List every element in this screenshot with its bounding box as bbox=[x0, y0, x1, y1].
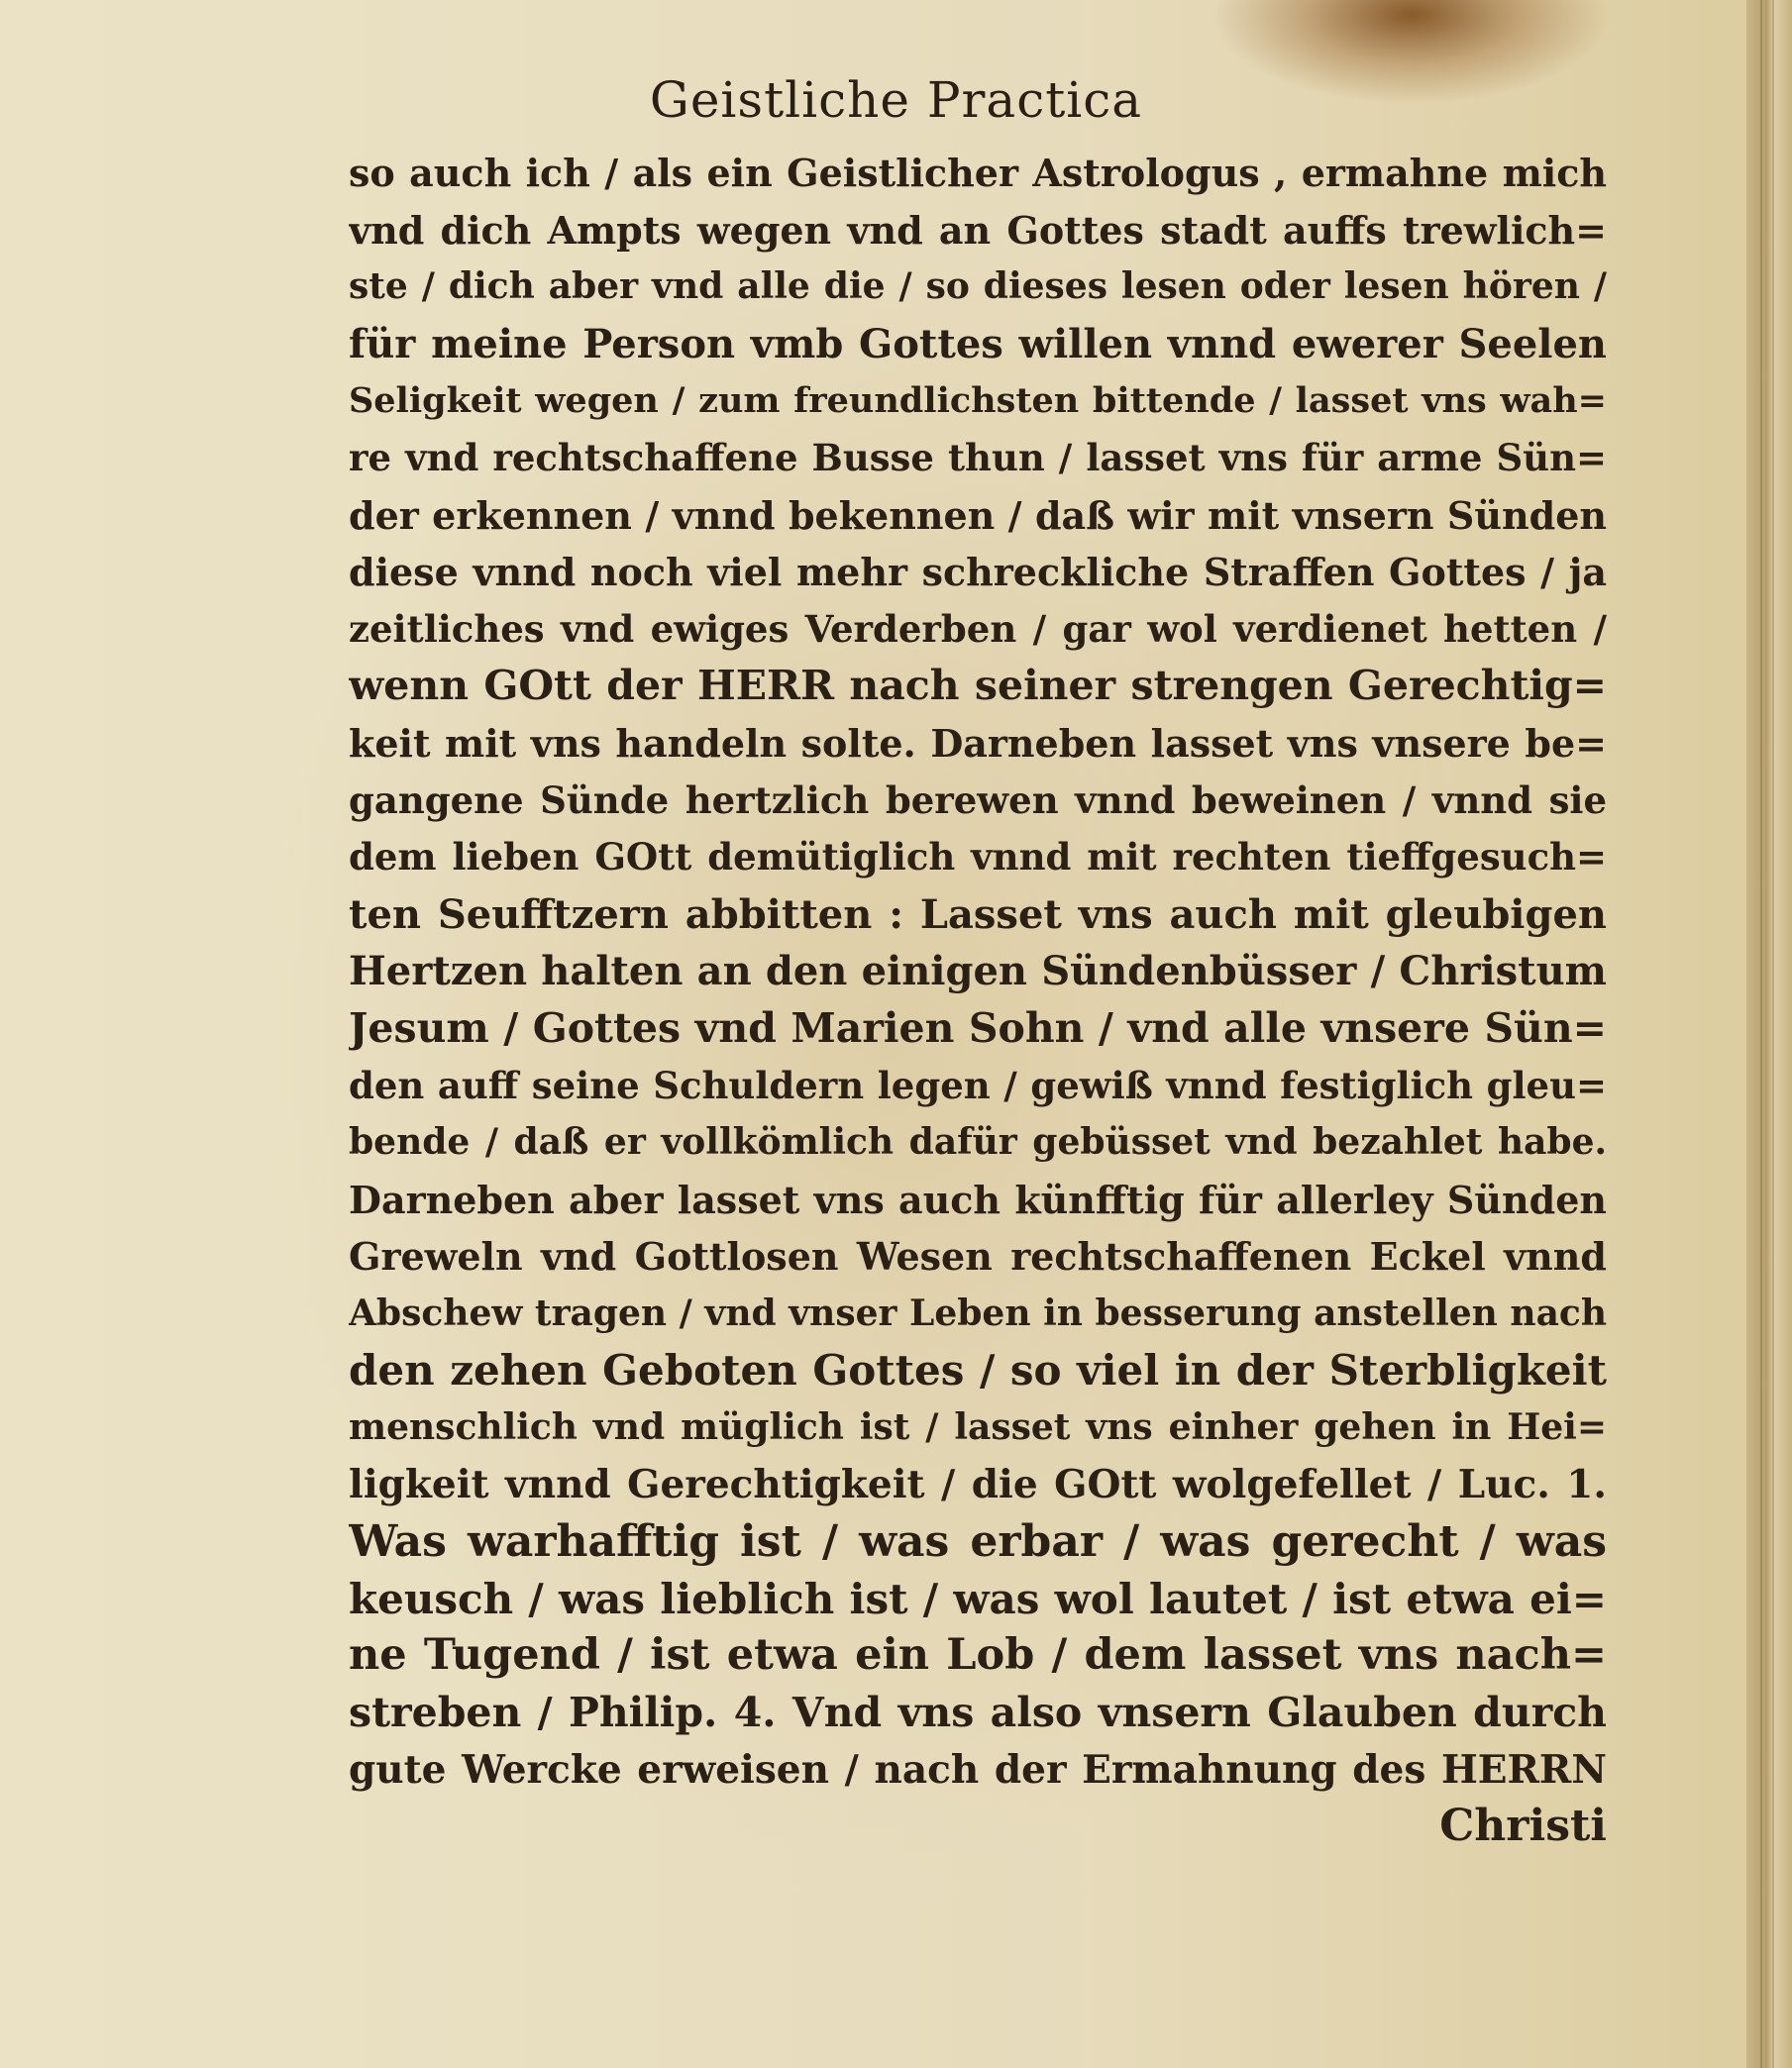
text-line: Abschew tragen / vnd vnser Leben in besserung anstellen nach bbox=[349, 1292, 1607, 1334]
text-line: re vnd rechtschaffene Busse thun / lasset vns für arme Sün= bbox=[349, 435, 1607, 479]
text-line: keusch / was lieblich ist / was wol lautet / ist etwa ei= bbox=[349, 1574, 1607, 1623]
text-line: ten Seufftzern abbitten : Lasset vns auch mit gleubigen bbox=[349, 890, 1607, 938]
text-line: ste / dich aber vnd alle die / so dieses lesen oder lesen hören / bbox=[349, 265, 1607, 308]
text-line: Darneben aber lasset vns auch künfftig für allerley Sünden bbox=[349, 1177, 1607, 1222]
text-line: den auff seine Schuldern legen / gewiß vnnd festiglich gleu= bbox=[349, 1063, 1607, 1107]
text-line: streben / Philip. 4. Vnd vns also vnsern Glauben durch bbox=[349, 1689, 1607, 1737]
text-line: für meine Person vmb Gottes willen vnnd ewerer Seelen bbox=[349, 320, 1607, 367]
text-line: dem lieben GOtt demütiglich vnnd mit rechten tieffgesuch= bbox=[349, 835, 1607, 879]
text-line: den zehen Geboten Gottes / so viel in der Sterbligkeit bbox=[349, 1346, 1607, 1396]
text-line: ne Tugend / ist etwa ein Lob / dem lasset vns nach= bbox=[349, 1630, 1607, 1681]
text-line: gute Wercke erweisen / nach der Ermahnung des HERRN bbox=[349, 1746, 1607, 1793]
text-line: wenn GOtt der HERR nach seiner strengen Gerechtig= bbox=[349, 662, 1607, 710]
text-line: so auch ich / als ein Geistlicher Astrologus , ermahne mich bbox=[349, 151, 1607, 195]
page-edge-line bbox=[1772, 0, 1774, 2068]
text-line: ligkeit vnnd Gerechtigkeit / die GOtt wolgefellet / Luc. 1. bbox=[349, 1461, 1607, 1507]
text-line: bende / daß er vollkömlich dafür gebüsset vnd bezahlet habe. bbox=[349, 1121, 1607, 1164]
text-line: Hertzen halten an den einigen Sündenbüsser / Christum bbox=[349, 948, 1607, 995]
text-line: der erkennen / vnnd bekennen / daß wir mit vnsern Sünden bbox=[349, 492, 1607, 538]
text-line: Jesum / Gottes vnd Marien Sohn / vnd alle vnsere Sün= bbox=[349, 1003, 1607, 1052]
text-line: Greweln vnd Gottlosen Wesen rechtschaffenen Eckel vnnd bbox=[349, 1234, 1607, 1280]
text-line: Seligkeit wegen / zum freundlichsten bittende / lasset vns wah= bbox=[349, 380, 1607, 422]
text-line: keit mit vns handeln solte. Darneben lasset vns vnsere be= bbox=[349, 720, 1607, 766]
body-text bbox=[349, 145, 1607, 1799]
catchword: Christi bbox=[1439, 1801, 1607, 1851]
text-line: zeitliches vnd ewiges Verderben / gar wol verdienet hetten / bbox=[349, 606, 1607, 651]
page-edge bbox=[1746, 0, 1792, 2068]
text-line: menschlich vnd müglich ist / lasset vns einher gehen in Hei= bbox=[349, 1406, 1607, 1449]
text-line: vnd dich Ampts wegen vnd an Gottes stadt auffs trewlich= bbox=[349, 207, 1607, 253]
page-edge-line bbox=[1760, 0, 1762, 2068]
text-line: gangene Sünde hertzlich berewen vnnd beweinen / vnnd sie bbox=[349, 777, 1607, 822]
running-head: Geistliche Practica bbox=[649, 71, 1143, 129]
text-line: diese vnnd noch viel mehr schreckliche Straffen Gottes / ja bbox=[349, 550, 1607, 595]
text-line: Was warhafftig ist / was erbar / was gerecht / was bbox=[349, 1516, 1607, 1568]
